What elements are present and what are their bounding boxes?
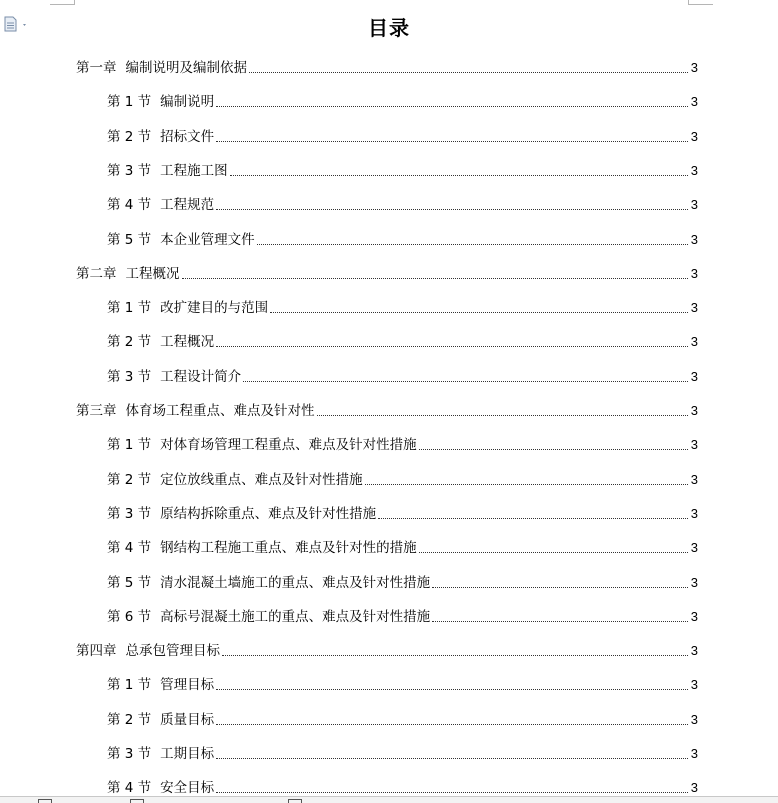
toc-section-entry[interactable] [107,676,698,694]
toc-dot-leader [432,621,688,622]
toc-entry-number: 第 1 节 [107,677,152,694]
toc-entry-label: 改扩建目的与范围 [160,300,269,317]
toc-dot-leader [419,552,688,553]
toc-section-entry[interactable] [107,608,698,626]
toc-section-entry[interactable] [107,471,698,489]
toc-entry-number: 第 3 节 [107,162,152,179]
toc-page-number: 3 [690,746,698,761]
toc-page-number: 3 [690,197,698,213]
toc-entry-number: 第 5 节 [107,574,152,591]
toc-entry-number: 第 2 节 [107,711,152,728]
toc-entry-label: 工程概况 [160,334,215,351]
toc-section-entry[interactable] [107,93,698,111]
toc-dot-leader [216,792,688,793]
toc-section-entry[interactable] [107,231,698,249]
toc-entry-label: 工程施工图 [160,162,228,179]
toc-dot-leader [216,346,688,347]
toc-chapter-entry[interactable] [76,642,698,660]
page-view-icon[interactable] [38,799,52,803]
toc-entry-number: 第 4 节 [107,540,152,557]
toc-page-number: 3 [690,711,698,727]
toc-entry-number: 第 2 节 [107,471,152,488]
toc-page-number: 3 [690,608,698,624]
toc-entry-number: 第 2 节 [107,334,152,351]
toc-entry-label: 工程概况 [125,265,180,282]
toc-page-number: 3 [690,334,698,350]
toc-dot-leader [216,106,688,107]
toc-dot-leader [378,518,688,519]
toc-chapter-entry[interactable] [76,59,698,77]
toc-entry-label: 编制说明及编制依据 [125,60,247,76]
toc-page-number: 3 [690,574,698,590]
toc-entry-label: 工程规范 [160,197,215,214]
toc-section-entry[interactable] [107,539,698,557]
toc-entry-number: 第 4 节 [107,780,152,797]
toc-section-entry[interactable] [107,196,698,214]
toc-entry-number: 第 5 节 [107,231,152,248]
toc-section-entry[interactable] [107,333,698,351]
toc-entry-number: 第 4 节 [107,197,152,214]
toc-dot-leader [317,415,688,416]
toc-section-entry[interactable] [107,128,698,146]
toc-page-number: 3 [690,368,698,384]
toc-entry-number: 第四章 [76,643,117,660]
toc-page-number: 3 [690,677,698,693]
outline-view-icon[interactable] [130,799,144,803]
toc-entry-label: 对体育场管理工程重点、难点及针对性措施 [160,437,417,454]
toc-section-entry[interactable] [107,368,698,386]
toc-entry-number: 第二章 [76,265,117,282]
toc-chapter-entry[interactable] [76,402,698,420]
toc-entry-label: 定位放线重点、难点及针对性措施 [160,471,363,488]
toc-entry-number: 第 3 节 [107,505,152,522]
toc-page-number: 3 [690,471,698,487]
toc-section-entry[interactable] [107,299,698,317]
toc-dot-leader [419,449,688,450]
toc-entry-label: 质量目标 [160,711,215,728]
page-title: 目录 [368,16,410,40]
toc-entry-label: 管理目标 [160,677,215,694]
toc-dot-leader [257,244,688,245]
toc-section-entry[interactable] [107,574,698,592]
toc-entry-label: 安全目标 [160,780,215,797]
toc-entry-number: 第 3 节 [107,746,152,762]
toc-entry-label: 总承包管理目标 [125,643,220,660]
toc-dot-leader [216,141,688,142]
toc-entry-number: 第 2 节 [107,128,152,145]
toc-entry-label: 高标号混凝土施工的重点、难点及针对性措施 [160,608,431,625]
page-corner-mark-right [688,0,713,5]
toc-entry-label: 体育场工程重点、难点及针对性 [125,403,315,419]
toc-page-number: 3 [690,540,698,556]
toc-page-number: 3 [690,162,698,178]
toc-page-number: 3 [690,780,698,796]
toc-section-entry[interactable] [107,779,698,797]
toc-page-number: 3 [690,231,698,247]
toc-dot-leader [216,209,688,210]
toc-entry-label: 招标文件 [160,128,215,145]
toc-entry-label: 工期目标 [160,746,215,762]
toc-entry-number: 第三章 [76,403,117,419]
toc-dot-leader [365,484,688,485]
toc-dot-leader [216,689,688,690]
toc-entry-number: 第一章 [76,60,117,76]
toc-page-number: 3 [690,265,698,281]
toc-entry-number: 第 1 节 [107,300,152,317]
toc-section-entry[interactable] [107,505,698,523]
toc-page-number: 3 [690,643,698,659]
toc-section-entry[interactable] [107,745,698,763]
toc-page-number: 3 [690,437,698,453]
toc-dot-leader [270,312,688,313]
toc-entry-number: 第 1 节 [107,437,152,454]
toc-entry-label: 本企业管理文件 [160,231,255,248]
toc-page-number: 3 [690,60,698,75]
toc-dot-leader [249,72,688,73]
toc-entry-number: 第 6 节 [107,608,152,625]
layout-view-icon[interactable] [288,799,302,803]
toc-entry-label: 原结构拆除重点、难点及针对性措施 [160,505,377,522]
toc-dot-leader [182,278,688,279]
toc-page-number: 3 [690,128,698,144]
toc-page-number: 3 [690,403,698,418]
toc-entry-label: 清水混凝土墙施工的重点、难点及针对性措施 [160,574,431,591]
toc-chapter-entry[interactable] [76,265,698,283]
toc-entry-label: 工程设计简介 [160,368,242,385]
toc-dot-leader [216,724,688,725]
toc-section-entry[interactable] [107,436,698,454]
toc-entry-label: 编制说明 [160,94,215,111]
toc-entry-number: 第 1 节 [107,94,152,111]
toc-dot-leader [432,587,688,588]
toc-dot-leader [216,758,688,759]
toc-page-number: 3 [690,505,698,521]
toc-dot-leader [222,655,688,656]
toc-entry-number: 第 3 节 [107,368,152,385]
toc-dot-leader [243,381,688,382]
toc-section-entry[interactable] [107,711,698,729]
toc-section-entry[interactable] [107,162,698,180]
toc-entry-label: 钢结构工程施工重点、难点及针对性的措施 [160,540,417,557]
page-corner-mark-left [50,0,75,5]
toc-page-number: 3 [690,300,698,316]
toc-dot-leader [230,175,688,176]
toc-page-number: 3 [690,94,698,110]
